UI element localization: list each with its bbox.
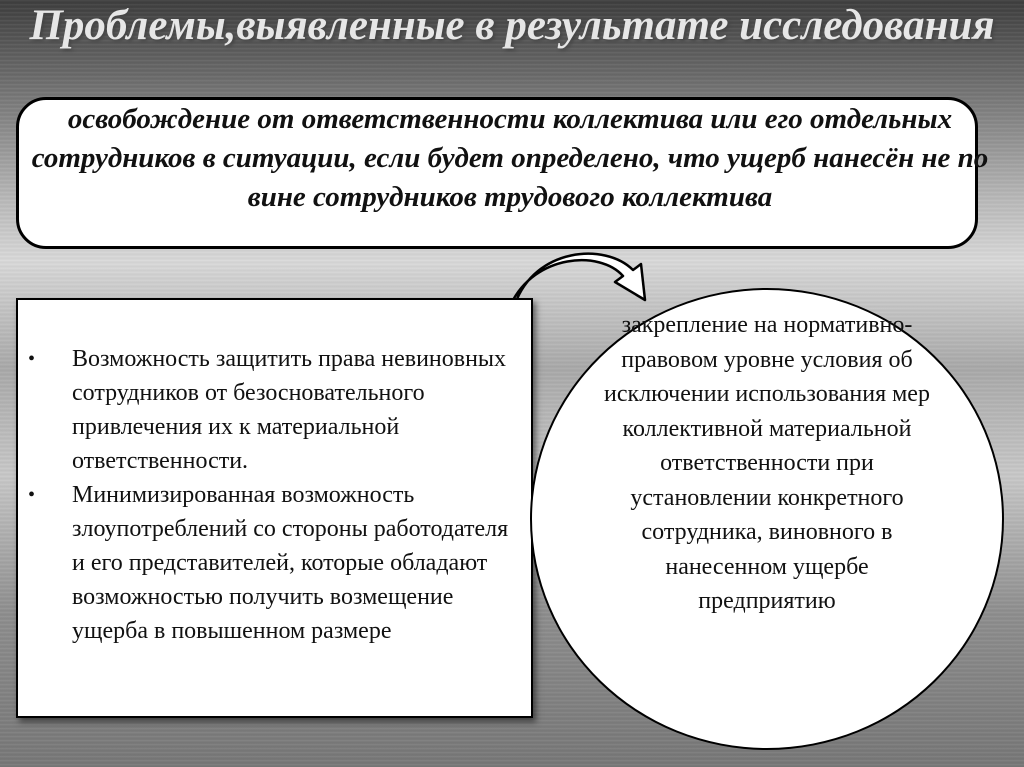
list-item-text: Возможность защитить права невиновных сотрудников от безосновательного привлечения их к материальной ответственности. bbox=[72, 346, 507, 474]
bullet-icon: • bbox=[28, 484, 36, 506]
list-item bbox=[28, 342, 523, 478]
top-callout-text: освобождение от ответственности коллектива или его отдельных сотрудников в ситуации, если будет определено, что ущерб нанесён не по вине сотрудников трудового коллектива bbox=[31, 103, 989, 213]
slide-title: Проблемы,выявленные в результате исследования bbox=[29, 2, 995, 49]
solution-circle-text: закрепление на нормативно-правовом уровне условия об исключении использования мер коллективной материальной ответственности при установлении конкретного сотрудника, виновного в нанесенном ущербе предприятию bbox=[604, 312, 930, 614]
list-item-text: Минимизированная возможность злоупотреблений со стороны работодателя и его представителей, которые обладают возможностью получить возмещение ущерба в повышенном размере bbox=[72, 482, 509, 644]
advantages-list bbox=[28, 342, 523, 648]
list-item bbox=[28, 478, 523, 648]
bullet-icon: • bbox=[28, 348, 36, 370]
advantages-box bbox=[16, 298, 533, 718]
